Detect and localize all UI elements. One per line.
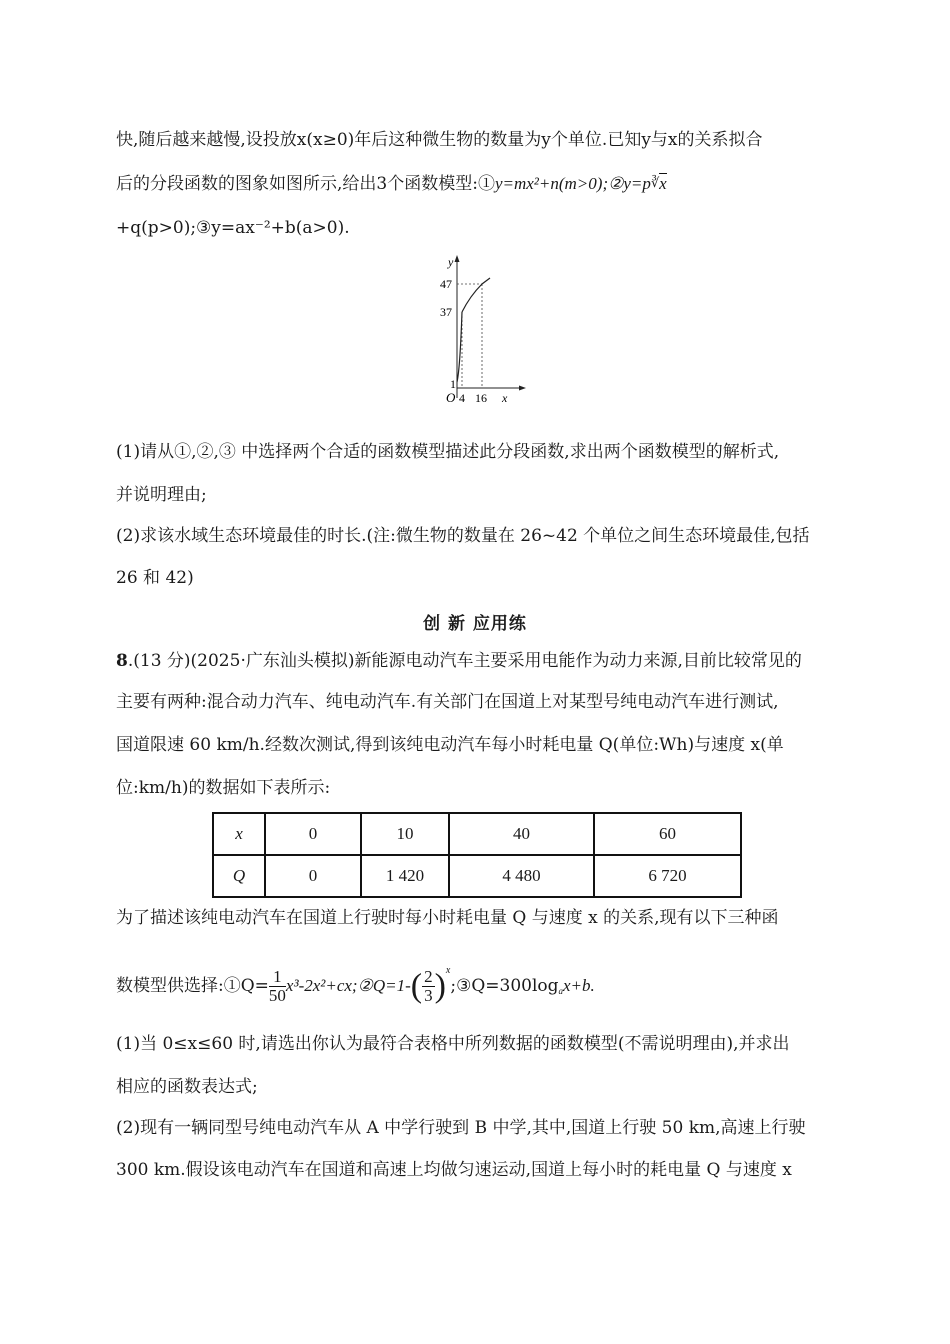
function-models-line — [116, 962, 595, 1010]
table-row — [213, 813, 741, 855]
fraction-numerator: 2 — [424, 967, 433, 986]
problem-number: 8 — [116, 651, 128, 671]
y-tick-37: 37 — [440, 305, 452, 319]
table-cell: x — [213, 813, 265, 855]
model-1: y=mx²+n(m>0) — [494, 174, 603, 193]
table-cell: 60 — [594, 813, 741, 855]
table-cell: 40 — [449, 813, 594, 855]
p8-q1-line-2: 相应的函数表达式; — [116, 1077, 258, 1097]
intro-line-1: 快,随后越来越慢,设投放x(x≥0)年后这种微生物的数量为y个单位.已知y与x的关系拟合 — [116, 130, 763, 150]
x-axis-arrow — [519, 386, 526, 391]
log-base: a — [558, 986, 564, 996]
exponent-x: x — [445, 965, 451, 976]
fraction-2-3 — [422, 968, 435, 1005]
x-tick-16: 16 — [475, 391, 487, 405]
y-tick-47: 47 — [440, 277, 452, 291]
q1-line-2: 并说明理由; — [116, 485, 207, 505]
table-cell: 0 — [265, 855, 361, 897]
models-tail: x+b. — [563, 976, 595, 995]
models-end: ;③Q=300log — [450, 976, 559, 996]
problem8-line-1-rest: .(13 分)(2025·广东汕头模拟)新能源电动汽车主要采用电能作为动力来源,目前比较常见的 — [127, 651, 802, 671]
q2-line-2: 26 和 42) — [116, 568, 194, 588]
q2-line-1: (2)求该水域生态环境最佳的时长.(注:微生物的数量在 26~42 个单位之间生态环境最佳,包括 — [116, 526, 810, 546]
problem8-line-4: 位:km/h)的数据如下表所示: — [116, 778, 331, 798]
table-row — [213, 855, 741, 897]
cube-root-sign: ∛ — [650, 176, 660, 191]
table-cell: 6 720 — [594, 855, 741, 897]
model-2-prefix: ;②y=p — [602, 174, 651, 193]
problem8-line-2: 主要有两种:混合动力汽车、纯电动汽车.有关部门在国道上对某型号纯电动汽车进行测试, — [116, 692, 779, 712]
q1-line-1: (1)请从①,②,③ 中选择两个合适的函数模型描述此分段函数,求出两个函数模型的解析式, — [116, 442, 780, 462]
intro-line-2-prefix: 后的分段函数的图象如图所示,给出3个函数模型:① — [116, 174, 495, 194]
x-tick-4: 4 — [459, 391, 465, 405]
curve-segment-2 — [462, 278, 490, 312]
p8-q1-line-1: (1)当 0≤x≤60 时,请选出你认为最符合表格中所列数据的函数模型(不需说明理由),并求出 — [116, 1034, 790, 1054]
y-tick-1: 1 — [450, 377, 456, 391]
left-paren: ( — [410, 967, 423, 1005]
after-table-line-1: 为了描述该纯电动汽车在国道上行驶时每小时耗电量 Q 与速度 x 的关系,现有以下三种函 — [116, 908, 779, 928]
table-cell: Q — [213, 855, 265, 897]
curve-segment-1 — [457, 312, 462, 382]
data-table — [212, 812, 742, 898]
fraction-1-50 — [269, 968, 286, 1005]
problem8-line-3: 国道限速 60 km/h.经数次测试,得到该纯电动汽车每小时耗电量 Q(单位:Wh)与速度 x(单 — [116, 735, 784, 755]
right-paren: ) — [434, 967, 446, 1005]
fraction-denominator: 50 — [268, 986, 286, 1005]
y-axis-label: y — [448, 255, 454, 269]
fraction-numerator: 1 — [269, 968, 286, 987]
intro-line-2 — [116, 173, 667, 195]
x-axis-label: x — [502, 391, 508, 405]
p8-q2-line-2: 300 km.假设该电动汽车在国道和高速上均做匀速运动,国道上每小时的耗电量 Q 与速度 x — [116, 1160, 792, 1180]
models-mid: x³-2x²+cx;②Q=1- — [285, 976, 411, 995]
intro-line-3: +q(p>0);③y=ax⁻²+b(a>0). — [116, 218, 350, 238]
problem8-line-1 — [116, 650, 802, 672]
table-cell: 0 — [265, 813, 361, 855]
models-prefix: 数模型供选择:①Q= — [116, 976, 269, 996]
y-axis-arrow — [455, 255, 460, 262]
p8-q2-line-1: (2)现有一辆同型号纯电动汽车从 A 中学行驶到 B 中学,其中,国道上行驶 50 km,高速上行驶 — [116, 1118, 806, 1138]
fraction-denominator: 3 — [424, 986, 433, 1005]
model-2-root: x — [659, 174, 667, 193]
origin-label: O — [446, 390, 456, 405]
section-title: 创 新 应用练 — [423, 614, 527, 634]
piecewise-function-graph — [437, 254, 527, 406]
table-cell: 1 420 — [361, 855, 449, 897]
table-cell: 4 480 — [449, 855, 594, 897]
table-cell: 10 — [361, 813, 449, 855]
